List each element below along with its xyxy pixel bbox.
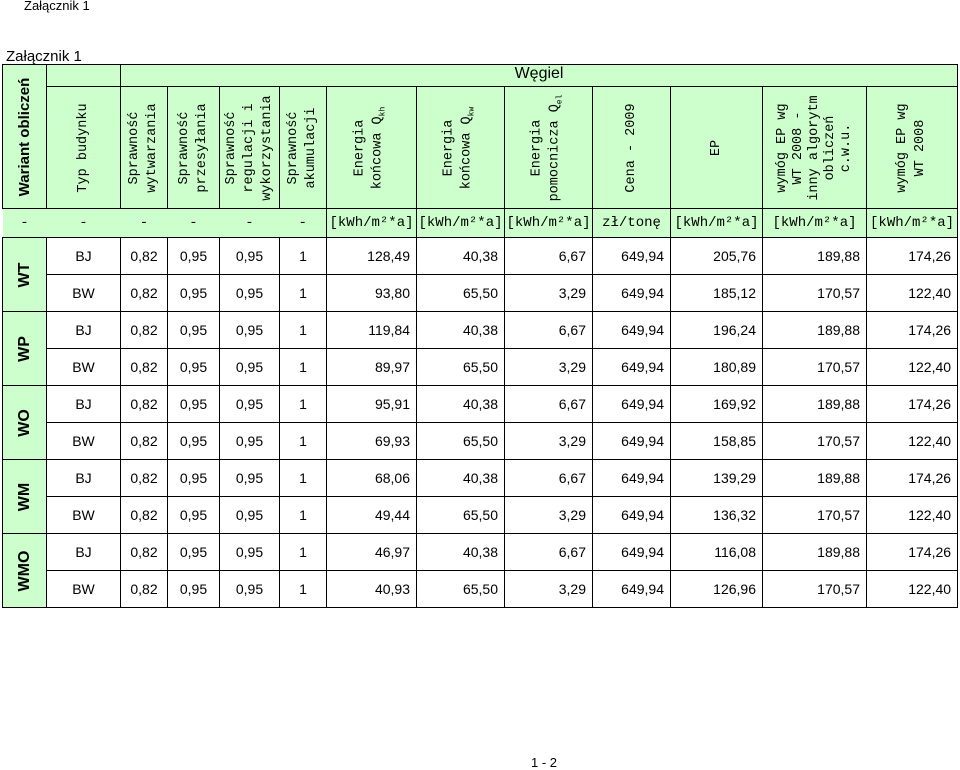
table-cell: 119,84 bbox=[327, 312, 417, 349]
table-cell: 180,89 bbox=[671, 349, 763, 386]
table-cell: 0,82 bbox=[121, 349, 168, 386]
table-cell: 95,91 bbox=[327, 386, 417, 423]
table-cell: 0,82 bbox=[121, 534, 168, 571]
table-cell: 0,95 bbox=[168, 312, 220, 349]
table-cell: 122,40 bbox=[867, 423, 958, 460]
table-row bbox=[3, 571, 958, 608]
unit-cell: - bbox=[121, 209, 168, 238]
table-cell: 93,80 bbox=[327, 275, 417, 312]
units-row bbox=[3, 209, 958, 238]
table-cell: 205,76 bbox=[671, 238, 763, 275]
table-cell: 0,95 bbox=[220, 571, 280, 608]
table-cell: 69,93 bbox=[327, 423, 417, 460]
table-cell: 0,82 bbox=[121, 571, 168, 608]
header-req-ep-alt: wymóg EP wg WT 2008 - inny algorytm obliczeń c.w.u. bbox=[763, 87, 867, 209]
table-body bbox=[3, 65, 958, 608]
table-cell: 174,26 bbox=[867, 460, 958, 497]
attachment-top-label: Załącznik 1 bbox=[24, 0, 90, 13]
table-cell: 40,38 bbox=[417, 312, 505, 349]
table-cell: 40,38 bbox=[417, 238, 505, 275]
table-cell: 0,95 bbox=[220, 386, 280, 423]
table-cell: 185,12 bbox=[671, 275, 763, 312]
table-cell: 0,82 bbox=[121, 238, 168, 275]
table-cell: 40,38 bbox=[417, 386, 505, 423]
table-cell: 170,57 bbox=[763, 571, 867, 608]
table-cell: 6,67 bbox=[505, 460, 593, 497]
header-price: Cena - 2009 bbox=[593, 87, 671, 209]
table-cell: BW bbox=[47, 571, 121, 608]
table-row bbox=[3, 423, 958, 460]
table-cell: BJ bbox=[47, 460, 121, 497]
table-cell: 0,95 bbox=[220, 460, 280, 497]
unit-cell: [kWh/m²*a] bbox=[867, 209, 958, 238]
unit-cell: [kWh/m²*a] bbox=[763, 209, 867, 238]
table-cell: BW bbox=[47, 423, 121, 460]
header-eff-reg: Sprawność regulacji i wykorzystania bbox=[220, 87, 280, 209]
table-cell: 6,67 bbox=[505, 312, 593, 349]
table-row bbox=[3, 497, 958, 534]
header-building-type: Typ budynku bbox=[47, 87, 121, 209]
table-cell: 649,94 bbox=[593, 571, 671, 608]
unit-cell: - bbox=[3, 209, 47, 238]
table-cell: 128,49 bbox=[327, 238, 417, 275]
header-variant: Wariant obliczeń bbox=[3, 65, 47, 209]
table-cell: 6,67 bbox=[505, 386, 593, 423]
table-cell: 649,94 bbox=[593, 386, 671, 423]
table-row bbox=[3, 460, 958, 497]
table-cell: 1 bbox=[280, 571, 327, 608]
table-cell: 158,85 bbox=[671, 423, 763, 460]
header-eff-trans: Sprawność przesyłania bbox=[168, 87, 220, 209]
table-cell: 0,95 bbox=[220, 423, 280, 460]
table-cell: 174,26 bbox=[867, 238, 958, 275]
table-cell: BW bbox=[47, 349, 121, 386]
table-cell: 0,95 bbox=[168, 534, 220, 571]
header-ep: EP bbox=[671, 87, 763, 209]
table-cell: 136,32 bbox=[671, 497, 763, 534]
table-cell: 0,95 bbox=[220, 312, 280, 349]
table-cell: 0,95 bbox=[168, 386, 220, 423]
attachment-label: Załącznik 1 bbox=[6, 48, 82, 65]
variant-label-wo: WO bbox=[3, 386, 47, 460]
header-energy-kw: Energia końcowa $Q_{kw}$ bbox=[417, 87, 505, 209]
table-cell: 40,38 bbox=[417, 460, 505, 497]
table-cell: 649,94 bbox=[593, 534, 671, 571]
table-cell: 65,50 bbox=[417, 571, 505, 608]
table-cell: 0,95 bbox=[168, 238, 220, 275]
table-row bbox=[3, 349, 958, 386]
table-cell: 65,50 bbox=[417, 497, 505, 534]
table-cell: 65,50 bbox=[417, 275, 505, 312]
table-cell: 189,88 bbox=[763, 238, 867, 275]
table-cell: 89,97 bbox=[327, 349, 417, 386]
table-cell: 0,82 bbox=[121, 312, 168, 349]
table-row bbox=[3, 238, 958, 275]
table-cell: 1 bbox=[280, 423, 327, 460]
table-cell: 3,29 bbox=[505, 423, 593, 460]
table-cell: 189,88 bbox=[763, 386, 867, 423]
table-cell: 6,67 bbox=[505, 534, 593, 571]
table-cell: 122,40 bbox=[867, 349, 958, 386]
table-cell: 65,50 bbox=[417, 423, 505, 460]
page-number: 1 - 2 bbox=[531, 755, 558, 770]
table-cell: 49,44 bbox=[327, 497, 417, 534]
table-cell: 189,88 bbox=[763, 534, 867, 571]
unit-cell: - bbox=[220, 209, 280, 238]
table-cell: 122,40 bbox=[867, 497, 958, 534]
unit-cell: [kWh/m²*a] bbox=[505, 209, 593, 238]
table-cell: 0,95 bbox=[168, 423, 220, 460]
unit-cell: [kWh/m²*a] bbox=[417, 209, 505, 238]
table-cell: 189,88 bbox=[763, 460, 867, 497]
table-cell: 1 bbox=[280, 349, 327, 386]
table-cell: 649,94 bbox=[593, 497, 671, 534]
table-cell: 1 bbox=[280, 386, 327, 423]
table-cell: 196,24 bbox=[671, 312, 763, 349]
table-cell: 68,06 bbox=[327, 460, 417, 497]
table-cell: 1 bbox=[280, 534, 327, 571]
table-cell: 0,95 bbox=[220, 497, 280, 534]
table-cell: 3,29 bbox=[505, 571, 593, 608]
table-cell: 649,94 bbox=[593, 349, 671, 386]
table-row bbox=[3, 386, 958, 423]
variant-label-wmo: WMO bbox=[3, 534, 47, 608]
table-cell: 0,95 bbox=[220, 238, 280, 275]
table-cell: 170,57 bbox=[763, 349, 867, 386]
coal-energy-table bbox=[2, 64, 958, 608]
table-cell: 122,40 bbox=[867, 571, 958, 608]
header-eff-gen: Sprawność wytwarzania bbox=[121, 87, 168, 209]
table-cell: 40,38 bbox=[417, 534, 505, 571]
table-cell: 46,97 bbox=[327, 534, 417, 571]
unit-cell: [kWh/m²*a] bbox=[327, 209, 417, 238]
table-cell: 0,82 bbox=[121, 275, 168, 312]
table-row bbox=[3, 534, 958, 571]
table-cell: 3,29 bbox=[505, 349, 593, 386]
table-cell: BW bbox=[47, 497, 121, 534]
table-cell: 0,95 bbox=[220, 534, 280, 571]
table-cell: 0,95 bbox=[168, 497, 220, 534]
table-row bbox=[3, 312, 958, 349]
table-cell: 0,95 bbox=[168, 571, 220, 608]
table-cell: 170,57 bbox=[763, 423, 867, 460]
table-cell: 1 bbox=[280, 460, 327, 497]
table-cell: 6,67 bbox=[505, 238, 593, 275]
unit-cell: - bbox=[168, 209, 220, 238]
table-cell: 174,26 bbox=[867, 534, 958, 571]
table-cell: BJ bbox=[47, 238, 121, 275]
table-cell: 649,94 bbox=[593, 238, 671, 275]
table-cell: 174,26 bbox=[867, 312, 958, 349]
table-cell: 0,82 bbox=[121, 386, 168, 423]
table-cell: BW bbox=[47, 275, 121, 312]
table-cell: 169,92 bbox=[671, 386, 763, 423]
table-cell: 126,96 bbox=[671, 571, 763, 608]
table-cell: 65,50 bbox=[417, 349, 505, 386]
unit-cell: [kWh/m²*a] bbox=[671, 209, 763, 238]
table-cell: 0,82 bbox=[121, 460, 168, 497]
table-cell: 1 bbox=[280, 312, 327, 349]
table-cell: 3,29 bbox=[505, 275, 593, 312]
header-energy-kh: Energia końcowa $Q_{kh}$ bbox=[327, 87, 417, 209]
variant-label-wm: WM bbox=[3, 460, 47, 534]
table-cell: 0,95 bbox=[168, 349, 220, 386]
table-cell: 649,94 bbox=[593, 312, 671, 349]
table-cell: 174,26 bbox=[867, 386, 958, 423]
header-req-ep: wymóg EP wg WT 2008 bbox=[867, 87, 958, 209]
table-cell: BJ bbox=[47, 386, 121, 423]
table-cell: 189,88 bbox=[763, 312, 867, 349]
table-cell: 649,94 bbox=[593, 275, 671, 312]
table-cell: 40,93 bbox=[327, 571, 417, 608]
header-group-title: Węgiel bbox=[121, 65, 958, 87]
variant-label-wt: WT bbox=[3, 238, 47, 312]
table-cell: 649,94 bbox=[593, 423, 671, 460]
table-cell: BJ bbox=[47, 312, 121, 349]
table-row bbox=[3, 275, 958, 312]
table-cell: 3,29 bbox=[505, 497, 593, 534]
unit-cell: zł/tonę bbox=[593, 209, 671, 238]
unit-cell: - bbox=[47, 209, 121, 238]
table-cell: BJ bbox=[47, 534, 121, 571]
unit-cell: - bbox=[280, 209, 327, 238]
table-cell: 0,82 bbox=[121, 423, 168, 460]
table-cell: 1 bbox=[280, 497, 327, 534]
table-cell: 0,95 bbox=[220, 275, 280, 312]
table-cell: 0,82 bbox=[121, 497, 168, 534]
table-cell: 0,95 bbox=[168, 275, 220, 312]
table-cell: 170,57 bbox=[763, 497, 867, 534]
table-cell: 122,40 bbox=[867, 275, 958, 312]
variant-label-wp: WP bbox=[3, 312, 47, 386]
table-cell: 1 bbox=[280, 238, 327, 275]
header-eff-acc: Sprawność akumulacji bbox=[280, 87, 327, 209]
table-cell: 649,94 bbox=[593, 460, 671, 497]
table-cell: 1 bbox=[280, 275, 327, 312]
table-cell: 0,95 bbox=[220, 349, 280, 386]
table-cell: 139,29 bbox=[671, 460, 763, 497]
header-blank-title bbox=[47, 65, 121, 87]
table-cell: 116,08 bbox=[671, 534, 763, 571]
header-energy-el: Energia pomocnicza $Q_{el}$ bbox=[505, 87, 593, 209]
table-cell: 170,57 bbox=[763, 275, 867, 312]
table-cell: 0,95 bbox=[168, 460, 220, 497]
